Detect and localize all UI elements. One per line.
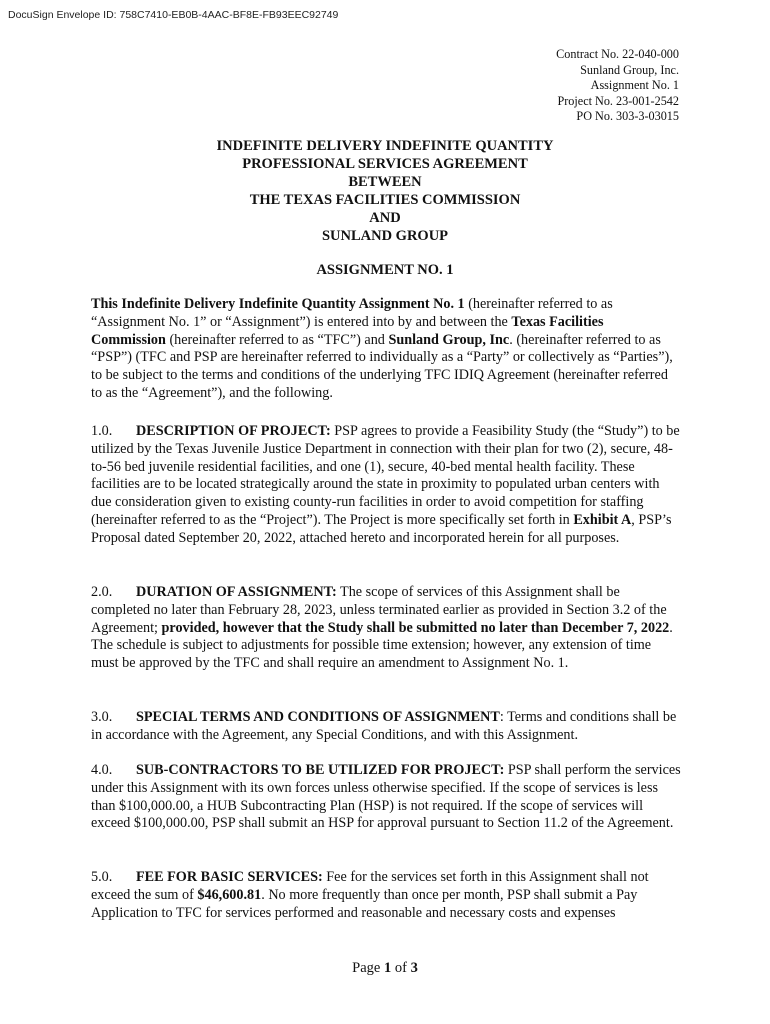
page-number: 1 bbox=[383, 960, 392, 976]
bold-text-run: SUB-CONTRACTORS TO BE UTILIZED FOR PROJECT: bbox=[136, 762, 505, 778]
section-body bbox=[91, 762, 681, 831]
assignment-heading: ASSIGNMENT NO. 1 bbox=[316, 262, 454, 278]
text-run: PSP shall perform the services under this Assignment with its own forces unless otherwise specified. If the scope of services is less than $100,000.00, a HUB Subcontracting Plan (HSP) is not required. If the scope of services will exceed $100,000.00, PSP shall submit an HSP for approval pursuant to Section 11.2 of the Agreement. bbox=[91, 762, 681, 832]
agreement-title bbox=[0, 137, 770, 245]
bold-text-run: Texas Facilities Commission bbox=[91, 313, 604, 348]
page-prefix: Page bbox=[352, 960, 384, 976]
contractor-name: Sunland Group, Inc. bbox=[580, 62, 679, 77]
bold-text-run: $46,600.81 bbox=[197, 886, 262, 903]
text-run: The scope of services of this Assignment shall be completed no later than February 28, 2023, unless terminated earlier as provided in Section 3.2 of the Agreement; bbox=[91, 584, 667, 636]
page-total: 3 bbox=[410, 960, 418, 976]
page-footer bbox=[0, 960, 770, 977]
docusign-envelope-id: DocuSign Envelope ID: 758C7410-EB0B-4AAC-BF8E-FB93EEC92749 bbox=[8, 9, 339, 21]
contract-number: Contract No. 22-040-000 bbox=[556, 47, 679, 61]
section-number: 5.0. bbox=[91, 869, 113, 885]
page-of: of bbox=[391, 960, 411, 976]
project-number: Project No. 23-001-2542 bbox=[557, 93, 679, 108]
text-run: . (hereinafter referred to as “PSP”) (TFC and PSP are hereinafter referred to individually as a “Party” or collectively as “Parties”), to be subject to the terms and conditions of the underlying TFC IDIQ Agreement (hereinafter referred to as the “Agreement”), and the following. bbox=[91, 331, 673, 401]
text-run: , PSP’s Proposal dated September 20, 2022, attached hereto and incorporated herein for all purposes. bbox=[91, 511, 672, 546]
assignment-number: Assignment No. 1 bbox=[590, 78, 679, 93]
contract-reference-block bbox=[556, 47, 679, 125]
section-number: 4.0. bbox=[91, 762, 113, 778]
section-3-special-terms bbox=[91, 709, 681, 745]
bold-text-run: provided, however that the Study shall be submitted no later than December 7, 2022 bbox=[161, 619, 670, 636]
title-line: SUNLAND GROUP bbox=[321, 228, 449, 244]
section-1-description-of-project bbox=[91, 423, 681, 548]
text-run: (hereinafter referred to as “Assignment No. 1” or “Assignment”) is entered into by and between the bbox=[91, 296, 613, 330]
text-run: . The schedule is subject to adjustments for possible time extension; however, any extension of time must be approved by the TFC and shall require an amendment to Assignment No. 1. bbox=[91, 619, 673, 672]
title-line: THE TEXAS FACILITIES COMMISSION bbox=[249, 192, 521, 208]
bold-text-run: DESCRIPTION OF PROJECT: bbox=[136, 423, 331, 439]
section-number: 1.0. bbox=[91, 423, 113, 439]
text-run: . No more frequently than once per month, PSP shall submit a Pay Application to TFC for services performed and reasonable and necessary costs and expenses bbox=[91, 886, 638, 921]
bold-text-run: This Indefinite Delivery Indefinite Quantity Assignment No. 1 bbox=[91, 296, 465, 312]
po-number: PO No. 303-3-03015 bbox=[576, 109, 679, 124]
bold-text-run: Exhibit A bbox=[573, 511, 632, 528]
section-4-sub-contractors bbox=[91, 762, 681, 833]
section-body bbox=[91, 709, 676, 743]
section-2-duration-of-assignment bbox=[91, 584, 681, 673]
title-line: PROFESSIONAL SERVICES AGREEMENT bbox=[242, 156, 528, 172]
intro-paragraph bbox=[91, 296, 681, 403]
section-number: 2.0. bbox=[91, 584, 113, 600]
bold-text-run: SPECIAL TERMS AND CONDITIONS OF ASSIGNMENT bbox=[136, 709, 500, 725]
section-body bbox=[91, 584, 673, 671]
text-run: (hereinafter referred to as “TFC”) and bbox=[165, 331, 389, 348]
title-line: AND bbox=[369, 210, 401, 226]
section-5-fee-for-basic-services bbox=[91, 869, 681, 922]
text-run: : Terms and conditions shall be in accordance with the Agreement, any Special Conditions, and with this Assignment. bbox=[91, 709, 677, 743]
section-number: 3.0. bbox=[91, 709, 113, 725]
text-run: Fee for the services set forth in this Assignment shall not exceed the sum of bbox=[91, 869, 649, 903]
title-line: BETWEEN bbox=[348, 174, 422, 190]
bold-text-run: FEE FOR BASIC SERVICES: bbox=[136, 869, 323, 885]
title-line: INDEFINITE DELIVERY INDEFINITE QUANTITY bbox=[216, 138, 554, 154]
bold-text-run: DURATION OF ASSIGNMENT: bbox=[136, 584, 337, 600]
section-body bbox=[91, 423, 680, 546]
section-body bbox=[91, 869, 649, 921]
text-run: PSP agrees to provide a Feasibility Study (the “Study”) to be utilized by the Texas Juvenile Justice Department in connection with their plan for two (2), secure, 48-to-56 bed juvenile residential facilities, and one (1), secure, 40-bed mental health facility. These facilities are to be located strategically around the state in proximity to populated urban centers with due consideration given to existing county-run facilities in order to avoid competition for staffing (hereinafter referred to as the “Project”). The Project is more specifically set forth in bbox=[91, 423, 680, 528]
bold-text-run: Sunland Group, Inc bbox=[388, 331, 510, 348]
